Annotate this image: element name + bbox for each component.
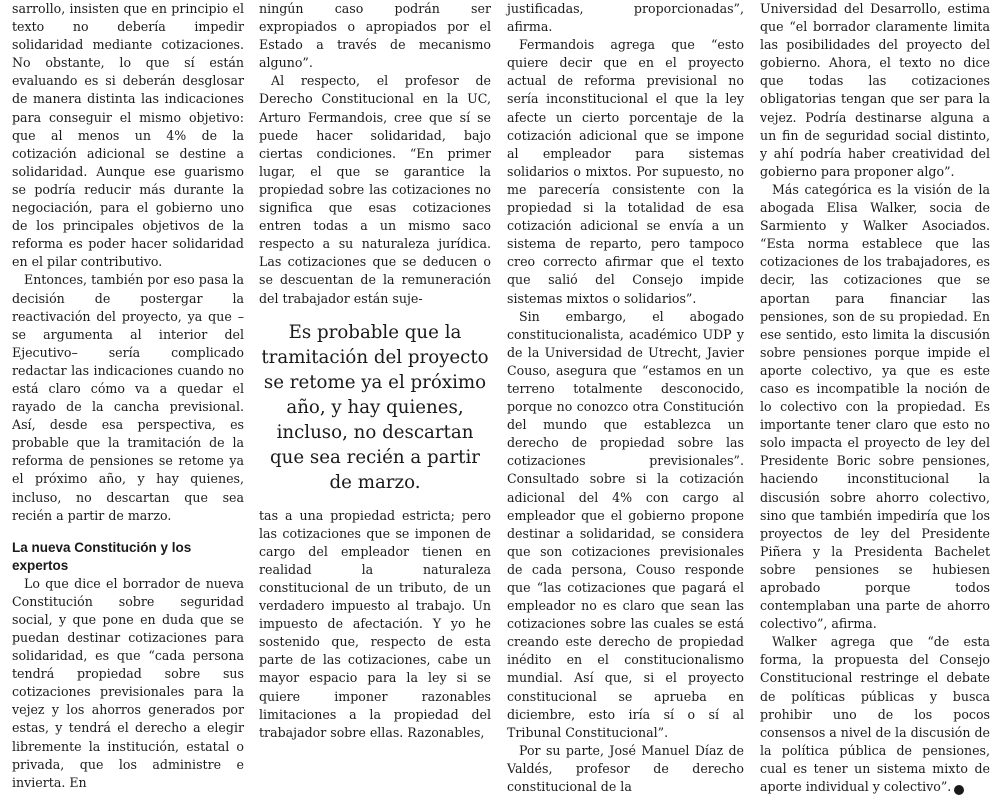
column4-paragraph-3: Walker agrega que “de esta forma, la propuesta del Consejo Constitucional restringe el debate de políticas públicas y busca prohibir uno de los pocos consensos a nivel de la discusión de la política pública de pensiones, cual es tener un sistema mixto de aporte individual y colectivo”.: [760, 634, 991, 795]
column4-paragraph-1: Universidad del Desarrollo, estima que “el borrador claramente limita las posibilidades del proyecto del gobierno. Ahora, el texto no dice que todas las cotizaciones obligatorias tengan que ser para la vejez. Podría destinarse alguna a un fin de seguridad social distinto, y ahí podría haber creatividad del gobierno para proponer algo”.: [760, 1, 990, 179]
article-column-3: [507, 0, 744, 796]
article-column-4: [760, 0, 990, 796]
column1-paragraph-3: Lo que dice el borrador de nueva Constitución sobre seguridad social, y que pone en duda que se puedan destinar cotizaciones para solidaridad, es que “cada persona tendrá propiedad sobre sus cotizaciones previsionales para la vejez y los ahorros generados por estas, y tendrá el derecho a elegir libremente la institución, estatal o privada, que los administre e invierta. En: [12, 575, 244, 790]
column2-paragraph-1: ningún caso podrán ser expropiados o apropiados por el Estado a través de mecanismo alguno”.: [259, 1, 491, 71]
column3-paragraph-4: Por su parte, José Manuel Díaz de Valdés, profesor de derecho constitucional de la: [507, 742, 744, 795]
column1-paragraph-1: sarrollo, insisten que en principio el texto no debería impedir solidaridad mediante cotizaciones. No obstante, lo que sí están evaluando es si deberán desglosar de manera distinta las indicaciones para conseguir el mismo objetivo: que al menos un 4% de la cotización adicional se destine a solidaridad. Aunque ese guarismo se podría reducir más durante la negociación, para el gobierno uno de los principales objetivos de la reforma es poder hacer solidaridad en el pilar contributivo.: [12, 1, 244, 270]
article-column-1: [12, 0, 244, 792]
pull-quote: Es probable que la tramitación del proyecto se retome ya el próximo año, y hay quienes, incluso, no descartan que sea recién a partir de marzo.: [261, 321, 489, 493]
column4-paragraph-2: Más categórica es la visión de la abogada Elisa Walker, socia de Sarmiento y Walker Asociados. “Esta norma establece que las cotizaciones de los trabajadores, es decir, las cotizaciones que se aportan para financiar las pensiones, son de su propiedad. En ese sentido, esto limita la discusión sobre pensiones porque impide el aporte colectivo, ya que es este caso es incompatible la noción de lo colectivo con la propiedad. Es importante tener claro que esto no solo impacta el proyecto de ley del Presidente Boric sobre pensiones, haciendo inconstitucional la discusión sobre ahorro colectivo, sino que también impediría que los proyectos de ley del Presidente Piñera y la Presidenta Bachelet sobre pensiones se hubiesen aprobado porque todos contemplaban una parte de ahorro colectivo”, afirma.: [760, 181, 990, 632]
column2-paragraph-2: Al respecto, el profesor de Derecho Constitucional en la UC, Arturo Fermandois, cree que sí se puede hacer solidaridad, bajo ciertas condiciones. “En primer lugar, el que se garantice la propiedad sobre las cotizaciones no significa que esas cotizaciones entren todas a un mismo saco respecto a su naturaleza jurídica. Las cotizaciones que se deducen o se descuentan de la remuneración del trabajador están suje-: [259, 73, 491, 306]
article-column-2: [259, 0, 491, 742]
end-of-article-icon: P: [954, 785, 964, 795]
column3-paragraph-3: Sin embargo, el abogado constitucionalista, académico UDP y de la Universidad de Utrecht, Javier Couso, asegura que “estamos en un terreno totalmente desconocido, porque no conozco otra Constitución del mundo que establezca un derecho de propiedad sobre las cotizaciones previsionales”. Consultado sobre si la cotización adicional del 4% con cargo al empleador que el gobierno propone destinar a solidaridad, se considera que son cotizaciones previsionales de cada persona, Couso responde que “las cotizaciones que pagará el empleador no es claro que sean las cotizaciones sobre las cuales se está creando este derecho de propiedad inédito en el constitucionalismo mundial. Así que, si el proyecto constitucional se aprueba en diciembre, esto iría sí o sí al Tribunal Constitucional”.: [507, 308, 744, 740]
column2-paragraph-3: tas a una propiedad estricta; pero las cotizaciones que se imponen de cargo del empleador tienen en realidad la naturaleza constitucional de un tributo, de un verdadero impuesto al trabajo. Un impuesto de afectación. Y yo he sostenido que, respecto de esta parte de las cotizaciones, cabe un mayor espacio para la ley si se quiere imponer razonables limitaciones a la propiedad del trabajador sobre ellas. Razonables,: [259, 507, 491, 740]
column3-paragraph-1: justificadas, proporcionadas”, afirma.: [507, 1, 744, 35]
column4-paragraph-3-wrapper: [760, 633, 990, 796]
column1-paragraph-2: Entonces, también por eso pasa la decisión de postergar la reactivación del proyecto, ya que –se argumenta al interior del Ejecutivo– sería complicado redactar las indicaciones cuando no está claro cómo va a quedar el rayado de la cancha previsional. Así, desde esa perspectiva, es probable que la tramitación de la reforma de pensiones se retome ya el próximo año, y hay quienes, incluso, no descartan que sea recién a partir de marzo.: [12, 272, 244, 523]
section-subheading: La nueva Constitución y los expertos: [12, 539, 192, 573]
column3-paragraph-2: Fermandois agrega que “esto quiere decir que en el proyecto actual de reforma previsional no sería inconstitucional el que la ley afecte un cierto porcentaje de la cotización adicional que se impone al empleador para sistemas solidarios o mixtos. Por supuesto, no me parecería consistente con la propiedad si la totalidad de esa cotización adicional se envía a un sistema de reparto, pero tampoco creo correcto afirmar que el texto que salió del Consejo impide sistemas mixtos o solidarios”.: [507, 37, 744, 306]
